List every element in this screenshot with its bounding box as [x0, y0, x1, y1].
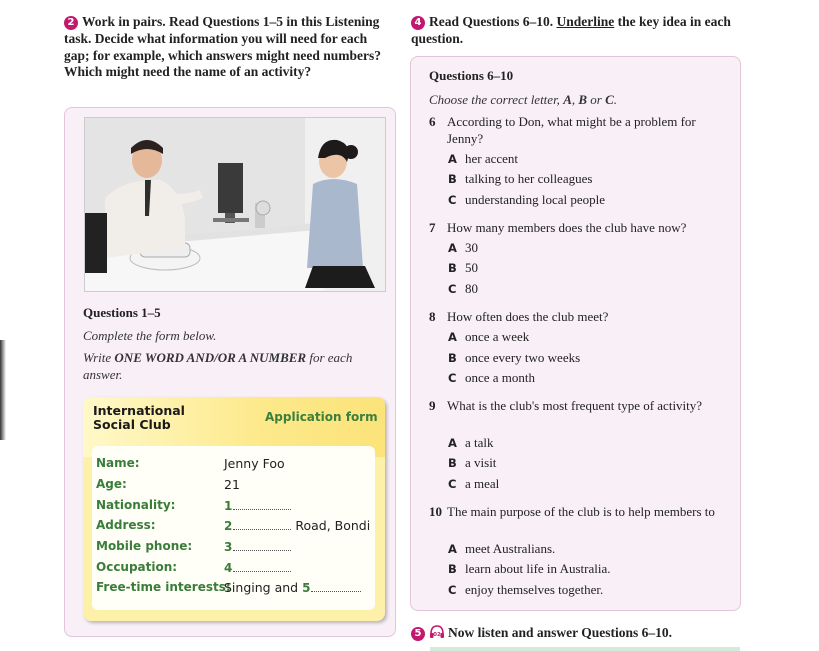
track-number: 02 — [433, 632, 441, 638]
option-text: 30 — [465, 240, 478, 255]
instruction-step-4-pre: Read Questions 6–10. — [429, 14, 557, 29]
form-value-address[interactable] — [224, 518, 370, 533]
questions-1-5-instruction-2 — [83, 349, 383, 383]
question-6-number: 6 — [429, 114, 436, 129]
answer-gap-2[interactable] — [233, 520, 291, 530]
question-7 — [429, 219, 734, 236]
question-8-stem: How often does the club meet? — [447, 309, 609, 324]
question-7-stem: How many members does the club have now? — [447, 220, 687, 235]
instruction-step-5-text: Now listen and answer Questions 6–10. — [448, 625, 673, 640]
option-letter: A — [448, 542, 457, 556]
q7-option-b[interactable] — [448, 260, 478, 276]
q6-option-b[interactable] — [448, 171, 592, 187]
option-text: once a week — [465, 329, 530, 344]
question-9 — [429, 397, 734, 414]
q610-instr-c: C — [605, 92, 614, 107]
q9-option-c[interactable] — [448, 476, 499, 492]
application-form-title: Application form — [265, 410, 378, 424]
q610-instr-comma: , — [571, 92, 579, 107]
step-2-badge: 2 — [64, 16, 78, 30]
q7-option-c[interactable] — [448, 281, 478, 297]
office-conversation-photo — [84, 117, 386, 292]
q7-option-a[interactable] — [448, 240, 478, 256]
option-text: once every two weeks — [465, 350, 581, 365]
gap-number-4: 4 — [224, 561, 233, 575]
option-letter: C — [448, 477, 457, 491]
q10-option-b[interactable] — [448, 561, 610, 577]
question-7-number: 7 — [429, 220, 436, 235]
form-value-occupation[interactable] — [224, 560, 291, 575]
option-text: a talk — [465, 435, 494, 450]
answer-gap-5[interactable] — [311, 582, 361, 592]
question-10-number: 10 — [429, 504, 442, 519]
instruction-step-2 — [64, 14, 394, 81]
headphones-track-icon[interactable] — [429, 625, 445, 639]
q8-option-c[interactable] — [448, 370, 535, 386]
gap-number-2: 2 — [224, 519, 233, 533]
q610-instr-pre: Choose the correct letter, — [429, 92, 564, 107]
question-10-stem: The main purpose of the club is to help members to — [447, 504, 715, 519]
form-label-name: Name: — [96, 456, 140, 470]
option-letter: A — [448, 152, 457, 166]
option-text: a visit — [465, 455, 497, 470]
option-text: learn about life in Australia. — [465, 561, 611, 576]
option-letter: A — [448, 330, 457, 344]
form-label-occupation: Occupation: — [96, 560, 178, 574]
step-4-badge: 4 — [411, 16, 425, 30]
q6-option-c[interactable] — [448, 192, 605, 208]
option-text: talking to her colleagues — [465, 171, 593, 186]
bottom-divider — [430, 647, 740, 651]
instruction-2-pre: Write — [83, 350, 115, 365]
answer-gap-4[interactable] — [233, 562, 291, 572]
question-6-stem: According to Don, what might be a problem for Jenny? — [447, 114, 696, 146]
question-9-stem: What is the club's most frequent type of activity? — [447, 398, 703, 413]
option-text: understanding local people — [465, 192, 606, 207]
option-text: her accent — [465, 151, 519, 166]
form-label-address: Address: — [96, 518, 156, 532]
form-value-age: 21 — [224, 477, 240, 492]
club-logo — [93, 404, 185, 432]
form-label-mobile-phone: Mobile phone: — [96, 539, 193, 553]
form-value-nationality[interactable] — [224, 498, 291, 513]
answer-gap-3[interactable] — [233, 541, 291, 551]
q610-instr-or: or — [587, 92, 606, 107]
form-label-free-time-interests: Free-time interests: — [96, 580, 231, 594]
gap-number-1: 1 — [224, 499, 233, 513]
option-text: a meal — [465, 476, 500, 491]
q10-option-c[interactable] — [448, 582, 603, 598]
questions-6-10-instruction — [429, 91, 617, 108]
option-letter: B — [448, 172, 457, 186]
option-letter: A — [448, 241, 457, 255]
q9-option-a[interactable] — [448, 435, 494, 451]
option-text: 80 — [465, 281, 478, 296]
gap-number-3: 3 — [224, 540, 233, 554]
step-5-badge: 5 — [411, 627, 425, 641]
form-label-age: Age: — [96, 477, 127, 491]
form-value-name: Jenny Foo — [224, 456, 285, 471]
option-letter: B — [448, 351, 457, 365]
club-logo-line-2: Social Club — [93, 417, 171, 432]
q8-option-b[interactable] — [448, 350, 580, 366]
option-letter: C — [448, 193, 457, 207]
option-letter: C — [448, 282, 457, 296]
option-letter: A — [448, 436, 457, 450]
q9-option-b[interactable] — [448, 455, 496, 471]
instruction-step-4-post: the key idea in each question. — [411, 14, 731, 46]
option-letter: B — [448, 261, 457, 275]
question-8 — [429, 308, 734, 325]
option-letter: B — [448, 456, 457, 470]
question-9-number: 9 — [429, 398, 436, 413]
q6-option-a[interactable] — [448, 151, 518, 167]
instruction-step-2-text: Work in pairs. Read Questions 1–5 in this Listening task. Decide what information you will need for each gap; for example, which answers might need numbers? Which might need the name of an activity? — [64, 14, 381, 80]
question-6 — [429, 113, 734, 147]
instruction-step-4 — [411, 14, 741, 48]
questions-6-10-title: Questions 6–10 — [429, 68, 514, 83]
club-logo-line-1: International — [93, 403, 185, 418]
option-letter: C — [448, 583, 457, 597]
answer-gap-1[interactable] — [233, 500, 291, 510]
gap-number-5: 5 — [302, 581, 311, 595]
page-edge-shadow — [0, 340, 6, 440]
address-suffix: Road, Bondi — [295, 518, 371, 533]
form-value-mobile-phone[interactable] — [224, 539, 291, 554]
q10-option-a[interactable] — [448, 541, 555, 557]
form-label-nationality: Nationality: — [96, 498, 176, 512]
question-8-number: 8 — [429, 309, 436, 324]
q610-instr-end: . — [613, 92, 618, 107]
questions-1-5-title: Questions 1–5 — [83, 305, 161, 320]
q8-option-a[interactable] — [448, 329, 529, 345]
instruction-2-post: for each answer. — [83, 350, 353, 382]
question-10 — [429, 503, 734, 520]
photo-illustration — [85, 118, 386, 292]
q610-instr-a: A — [563, 92, 572, 107]
option-text: meet Australians. — [465, 541, 556, 556]
instruction-step-5 — [411, 625, 741, 642]
questions-1-5-instruction-1: Complete the form below. — [83, 328, 217, 343]
q610-instr-b: B — [578, 92, 588, 107]
option-text: once a month — [465, 370, 536, 385]
option-letter: C — [448, 371, 457, 385]
option-text: enjoy themselves together. — [465, 582, 604, 597]
instruction-step-4-underlined: Underline — [556, 14, 615, 29]
option-letter: B — [448, 562, 457, 576]
interests-prefix: Singing and — [224, 580, 299, 595]
option-text: 50 — [465, 260, 478, 275]
instruction-2-bold: ONE WORD AND/OR A NUMBER — [114, 350, 307, 365]
form-value-free-time-interests[interactable] — [224, 580, 361, 595]
